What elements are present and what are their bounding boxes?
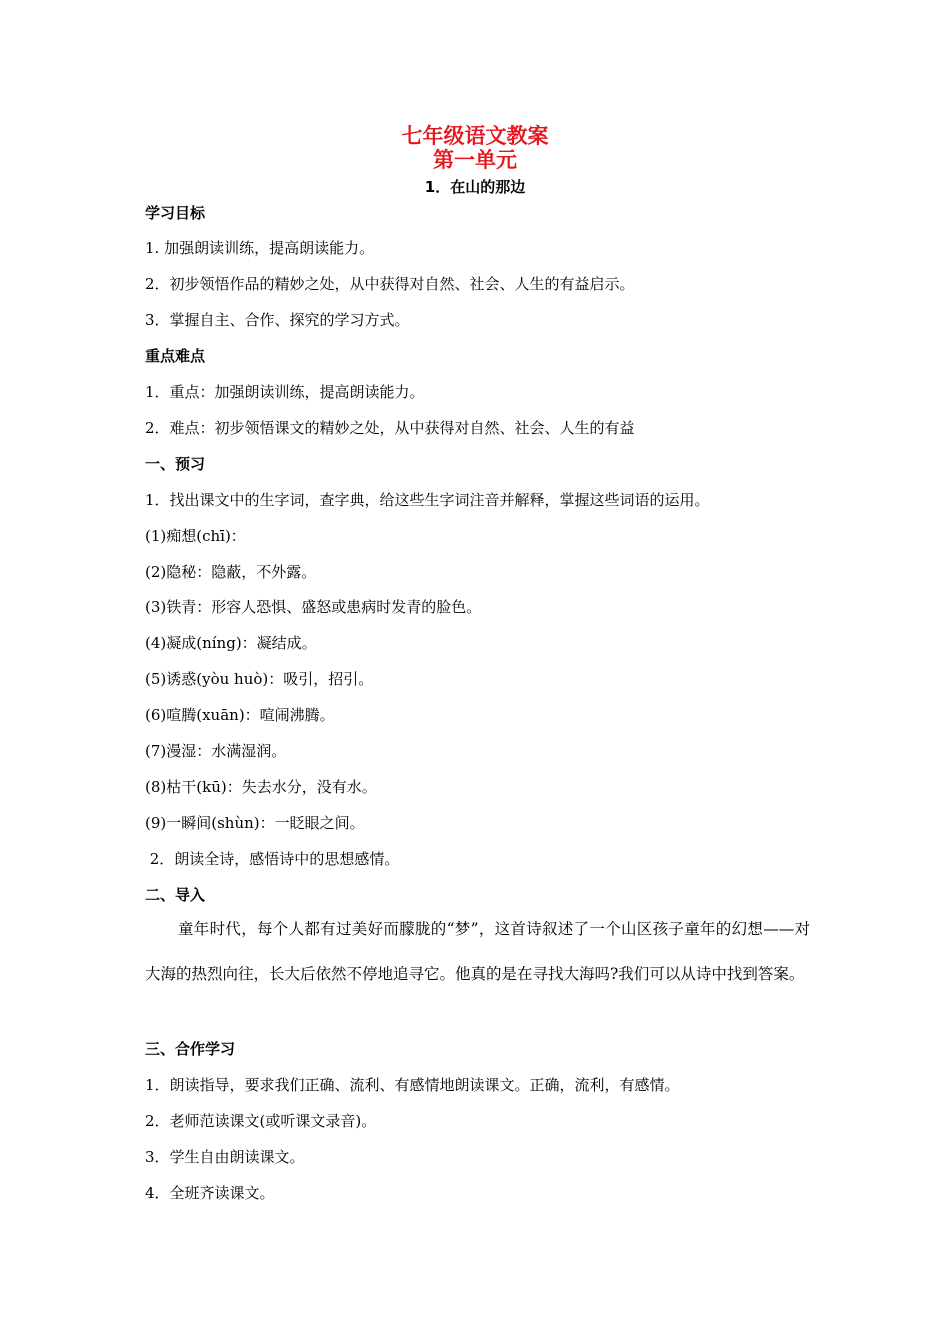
vocab-item: (5)诱惑(yòu huò)：吸引，招引。 (145, 670, 374, 688)
intro-heading: 二、导入 (145, 886, 206, 904)
cooperation-item: 2．老师范读课文(或听课文录音)。 (145, 1112, 377, 1130)
objective-item: 2．初步领悟作品的精妙之处，从中获得对自然、社会、人生的有益启示。 (145, 275, 635, 293)
key-points-heading: 重点难点 (145, 347, 206, 365)
vocab-item: (2)隐秘：隐蔽，不外露。 (145, 563, 317, 581)
key-point-item: 2．难点：初步领悟课文的精妙之处，从中获得对自然、社会、人生的有益 (145, 419, 635, 437)
cooperation-item: 1．朗读指导，要求我们正确、流利、有感情地朗读课文。正确，流利，有感情。 (145, 1076, 680, 1094)
objective-item: 3．掌握自主、合作、探究的学习方式。 (145, 311, 410, 329)
vocab-item: (4)凝成(níng)：凝结成。 (145, 634, 317, 652)
unit-title: 第一单元 (433, 148, 517, 172)
key-point-item: 1．重点：加强朗读训练，提高朗读能力。 (145, 383, 425, 401)
vocab-item: (1)痴想(chī)： (145, 527, 246, 545)
cooperation-item: 4．全班齐读课文。 (145, 1184, 275, 1202)
vocab-item: (8)枯干(kū)：失去水分，没有水。 (145, 778, 377, 796)
preview-heading: 一、预习 (145, 455, 206, 473)
preview-item-2: 2．朗读全诗，感悟诗中的思想感情。 (145, 850, 400, 868)
vocab-item: (9)一瞬间(shùn)：一眨眼之间。 (145, 814, 365, 832)
objective-item: 1. 加强朗读训练，提高朗读能力。 (145, 239, 375, 257)
lesson-title: 1．在山的那边 (424, 178, 526, 196)
preview-intro: 1．找出课文中的生字词，查字典，给这些生字词注音并解释，掌握这些词语的运用。 (145, 491, 710, 509)
intro-paragraph: 童年时代，每个人都有过美好而朦胧的“梦”，这首诗叙述了一个山区孩子童年的幻想——对大海的热烈向往，长大后依然不停地追寻它。他真的是在寻找大海吗?我们可以从诗中找到答案。 (145, 920, 810, 983)
vocab-item: (3)铁青：形容人恐惧、盛怒或患病时发青的脸色。 (145, 598, 482, 616)
cooperation-heading: 三、合作学习 (145, 1040, 236, 1058)
cooperation-item: 3．学生自由朗读课文。 (145, 1148, 305, 1166)
document-title: 七年级语文教案 (401, 124, 549, 148)
vocab-item: (7)漫湿：水满湿润。 (145, 742, 287, 760)
vocab-item: (6)喧腾(xuān)：喧闹沸腾。 (145, 706, 335, 724)
objectives-heading: 学习目标 (145, 204, 206, 222)
